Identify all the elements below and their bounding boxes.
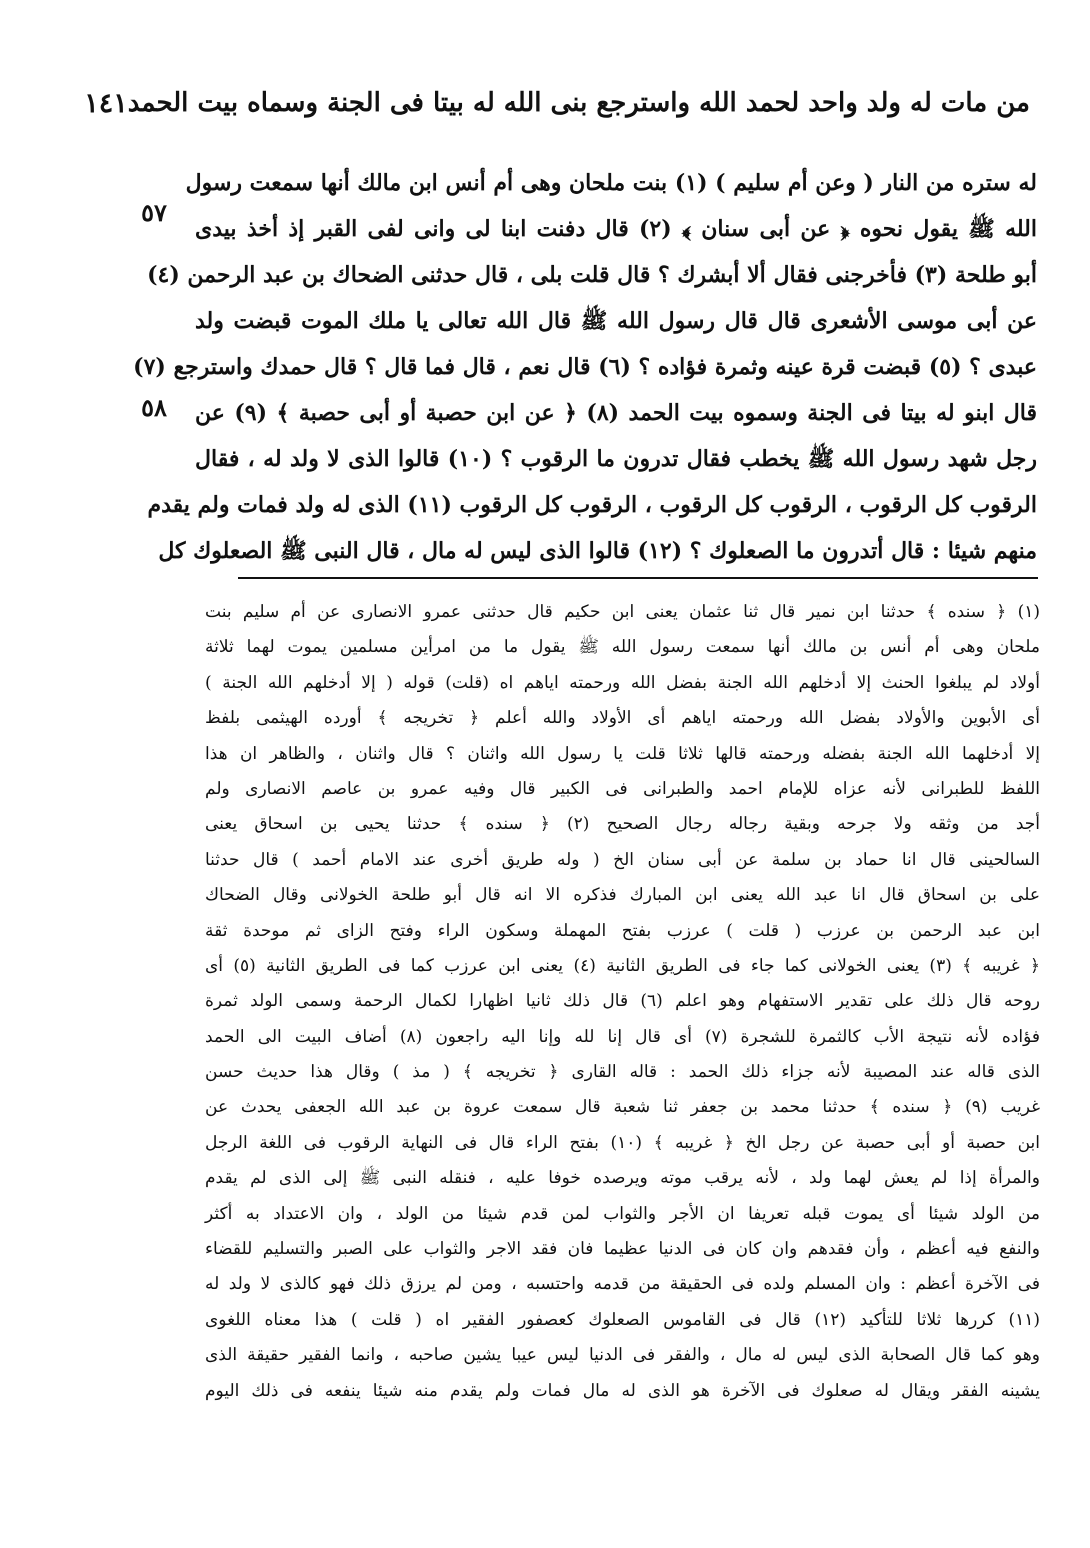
running-title: من مات له ولد واحد لحمد الله واسترجع بنى الله له بيتا فى الجنة وسماه بيت الحمد xyxy=(127,88,1030,118)
footnote-line: (١) ﴿ سنده ﴾ حدثنا ابن نمير قال ثنا عثمان يعنى ابن حكيم قال حدثنى عمرو الانصارى عن أم سليم بنت xyxy=(205,602,1040,622)
footnotes xyxy=(205,595,1040,1409)
footnote-line: أجد من وثقه ولا جرحه وبقية رجاله رجال الصحيح (٢) ﴿ سنده ﴾ حدثنا يحيى بن اسحاق يعنى xyxy=(205,814,1040,835)
main-text-line: قال ابنو له بيتا فى الجنة وسموه بيت الحمد (٨) ﴿ عن ابن حصبة أو أبى حصبة ﴾ (٩) عن xyxy=(195,400,1037,426)
main-text-line: الله ﷺ يقول نحوه ﴿ عن أبى سنان ﴾ (٢) قال دفنت ابنا لى وانى لفى القبر إذ أخذ بيدى xyxy=(195,216,1037,242)
main-text-line: عبدى ؟ (٥) قبضت قرة عينه وثمرة فؤاده ؟ (٦) قال نعم ، قال فما قال ؟ قال حمدك واسترجع (٧) xyxy=(133,354,1037,380)
main-text-line: الرقوب كل الرقوب ، الرقوب كل الرقوب ، الرقوب كل الرقوب (١١) الذى له ولد فمات ولم يقدم xyxy=(147,492,1037,518)
footnote-line: ابن حصبة أو أبى حصبة عن رجل الخ ﴿ غريبه ﴾ (١٠) بفتح الراء قال فى النهاية الرقوب فى اللغة الرجل xyxy=(205,1132,1040,1153)
footnote-line: أى الأبوين والأولاد بفضل الله ورحمته اياهم أى الأولاد والله أعلم ﴿ تخريجه ﴾ أورده الهيثمى بلفظ xyxy=(205,708,1040,729)
footnote-line: والمرأة إذا لم يعش لهما ولد ، لأنه يرقب موته ويرصده خوفا عليه ، فنقله النبى ﷺ إلى الذى لم يقدم xyxy=(205,1168,1040,1189)
footnote-line: إلا أدخلهما الله الجنة بفضله ورحمته قالها ثلاثا قلت يا رسول الله واثنان ؟ قال واثنان ، والظاهر ان هذا xyxy=(205,743,1040,764)
footnote-line: ﴿ غريبه ﴾ (٣) يعنى الخولانى كما جاء فى الطريق الثانية (٤) يعنى ابن عرزب كما فى الطريق الثانية (٥) أى xyxy=(205,955,1040,976)
footnote-line: أولاد لم يبلغوا الحنث إلا أدخلهم الله الجنة بفضل الله ورحمته اياهم اه (قلت) قوله ( إلا أدخلهم الله الجنة ) xyxy=(205,672,1040,693)
footnote-line: فى الآخرة أعظم : وان المسلم ولده فى الحقيقة من قدمه واحتسبه ، ومن لم يرزق ذلك فهو كالذى لا ولد له xyxy=(205,1274,1040,1295)
footnote-line: وهو كما قال الصحابة الذى ليس له مال ، والفقر فى الدنيا ليس عيبا يشين صاحبه ، وانما الفقير حقيقة الذى xyxy=(205,1345,1040,1366)
footnote-line: (١١) كررها ثلاثا للتأكيد (١٢) قال فى القاموس الصعلوك كعصفور الفقير اه ( قلت ) هذا معناه اللغوى xyxy=(205,1309,1040,1330)
footnote-line: من الولد شيئا أى يموت قبله تعريفا ان الأجر والثواب لمن قدم شيئا من الولد ، وان الاعتداد به أكثر xyxy=(205,1203,1040,1224)
footnote-line: يشينه الفقر ويقال له صعلوك فى الآخرة هو الذى له مال فمات ولم يقدم منه شيئا ينفعه فى ذلك اليوم xyxy=(205,1380,1040,1401)
footnote-line: على بن اسحاق قال انا عبد الله يعنى ابن المبارك فذكره الا انه قال أبو طلحة الخولانى وقال الضحاك xyxy=(205,885,1040,906)
main-text-line: أبو طلحة (٣) فأخرجنى فقال ألا أبشرك ؟ قال قلت بلى ، قال حدثنى الضحاك بن عبد الرحمن (٤) xyxy=(147,262,1037,288)
footnote-line: اللفظ للطبرانى لأنه عزاه للإمام احمد والطبرانى فى الكبير قال وفيه عمرو بن عاصم الانصارى ولم xyxy=(205,778,1040,799)
footnote-line: ابن عبد الرحمن بن عرزب ( قلت ) عرزب بفتح المهملة وسكون الراء وفتح الزاى ثم موحدة ثقة xyxy=(205,920,1040,941)
page-number: ١٤١ xyxy=(84,87,128,119)
footnote-line: السالحينى قال انا حماد بن سلمة عن أبى سنان الخ ( وله طريق أخرى عند الامام أحمد ) قال حدثنا xyxy=(205,849,1040,870)
footnote-line: غريب (٩) ﴿ سنده ﴾ حدثنا محمد بن جعفر ثنا شعبة قال سمعت عروة بن عبد الله الجعفى يحدث عن xyxy=(205,1097,1041,1118)
main-text-line: منهم شيئا : قال أتدرون ما الصعلوك ؟ (١٢) قالوا الذى ليس له مال ، قال النبى ﷺ الصعلوك كل xyxy=(158,538,1037,564)
footnote-line: فؤاده لأنه نتيجة الأب كالثمرة للشجرة (٧) أى قال إنا لله وإنا اليه راجعون (٨) أضاف البيت الى الحمد xyxy=(205,1026,1041,1047)
page-header xyxy=(84,78,1030,128)
main-text-line: رجل شهد رسول الله ﷺ يخطب فقال تدرون ما الرقوب ؟ (١٠) قالوا الذى لا ولد له ، فقال xyxy=(195,446,1037,472)
hadith-number: ٥٧ xyxy=(141,198,167,227)
main-text-line: له ستره من النار ( وعن أم سليم ) (١) بنت ملحان وهى أم أنس ابن مالك أنها سمعت رسول xyxy=(185,170,1037,196)
footnote-line: والنفع فيه أعظم ، وأن فقدهم وان كان فى الدنيا عظيما فان فقد الاجر والثواب على الصبر والتسليم للقضاء xyxy=(205,1239,1040,1260)
footnote-line: الذى قاله عند المصيبة لأنه جزاء ذلك الحمد : قاله القارى ﴿ تخريجه ﴾ ( مذ ) وقال هذا حديث حسن xyxy=(205,1062,1040,1083)
footnote-divider xyxy=(238,577,1038,579)
footnote-line: ملحان وهى أم أنس بن مالك أنها سمعت رسول الله ﷺ يقول ما من امرأين مسلمين يموت لهما ثلاثة xyxy=(205,637,1040,658)
hadith-number: ٥٨ xyxy=(141,393,167,422)
main-text-line: عن أبى موسى الأشعرى قال قال رسول الله ﷺ قال الله تعالى يا ملك الموت قبضت ولد xyxy=(195,308,1037,334)
footnote-line: روحه قال ذلك على تقدير الاستفهام وهو اعلم (٦) قال ذلك ثانيا اظهارا لكمال الرحمة وسمى الولد ثمرة xyxy=(205,991,1040,1012)
